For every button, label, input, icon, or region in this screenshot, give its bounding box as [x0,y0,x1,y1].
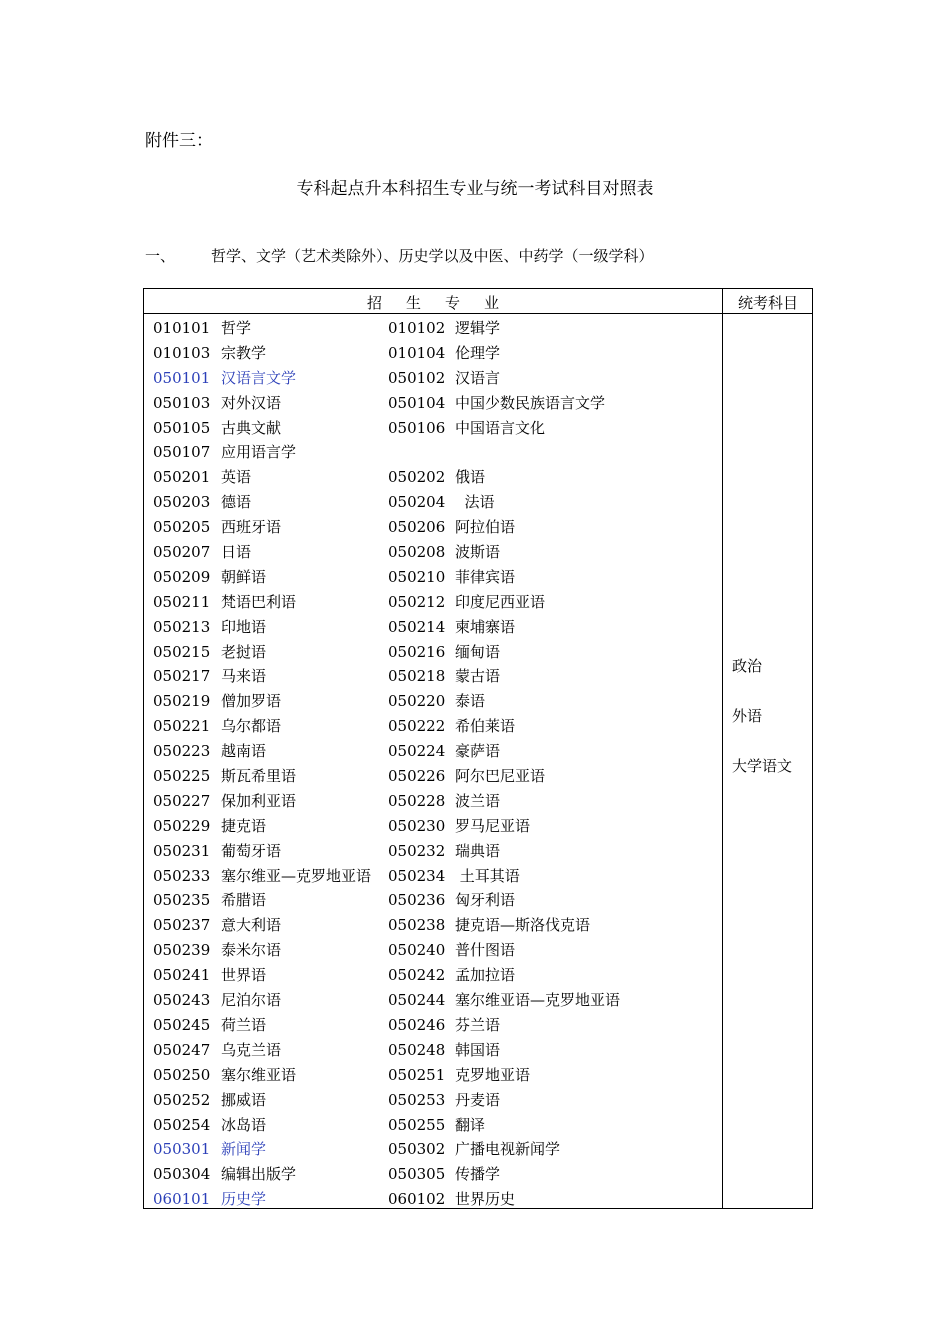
table-row [144,540,722,565]
major-code: 050221 [153,717,211,736]
major-name: 朝鲜语 [221,567,267,586]
table-row [144,963,722,988]
major-code: 050232 [388,841,446,860]
major-code: 050242 [388,966,446,985]
major-code: 050224 [388,742,446,761]
major-name: 塞尔维亚语 [221,1065,297,1084]
major-code: 050222 [388,717,446,736]
major-name: 蒙古语 [455,667,501,686]
table-row [144,440,722,465]
section-text: 哲学、文学（艺术类除外）、历史学以及中医、中药学（一级学科） [211,247,654,265]
major-name: 菲律宾语 [455,567,516,586]
major-code: 010102 [388,319,446,337]
major-code: 060102 [388,1190,446,1209]
major-name: 新闻学 [221,1140,267,1159]
major-name: 法语 [455,493,495,512]
major-name: 捷克语—斯洛伐克语 [455,916,591,935]
major-exam-table [143,288,813,1209]
major-name: 俄语 [455,468,486,487]
table-row [144,590,722,615]
major-name: 斯瓦希里语 [221,767,297,786]
table-row [144,814,722,839]
table-row [144,341,722,366]
column-divider [722,289,723,1208]
major-code: 050225 [153,767,211,786]
major-code: 050246 [388,1015,446,1034]
major-code: 050240 [388,941,446,960]
major-name: 土耳其语 [455,866,520,885]
major-name: 编辑出版学 [221,1165,297,1184]
major-name: 波斯语 [455,543,501,562]
major-code: 050213 [153,617,211,636]
major-code: 050248 [388,1040,446,1059]
major-code: 050103 [153,393,211,412]
major-name: 乌克兰语 [221,1040,282,1059]
major-code: 050239 [153,941,211,960]
major-code: 050210 [388,567,446,586]
exam-subject: 外语 [732,707,763,725]
major-name: 韩国语 [455,1040,501,1059]
major-name: 宗教学 [221,343,267,362]
major-name: 希腊语 [221,891,267,910]
major-code: 050304 [153,1165,211,1184]
table-row [144,316,722,341]
document-title: 专科起点升本科招生专业与统一考试科目对照表 [296,179,654,199]
major-code: 050227 [153,791,211,810]
exam-subject: 大学语文 [732,757,793,775]
major-name: 英语 [221,468,252,487]
major-code: 050102 [388,368,446,387]
major-name: 尼泊尔语 [221,991,282,1010]
major-name: 乌尔都语 [221,717,282,736]
major-code: 050104 [388,393,446,412]
major-name: 波兰语 [455,791,501,810]
major-code: 050106 [388,418,446,437]
table-row [144,1137,722,1162]
header-divider [144,313,812,314]
attachment-label: 附件三： [145,131,213,151]
table-row [144,615,722,640]
major-code: 050101 [153,368,211,387]
major-code: 050212 [388,592,446,611]
major-name: 泰米尔语 [221,941,282,960]
table-row [144,739,722,764]
table-row [144,490,722,515]
major-code: 050219 [153,692,211,711]
table-row [144,664,722,689]
table-row [144,1187,722,1212]
major-code: 050252 [153,1090,211,1109]
table-row [144,1113,722,1138]
major-name: 西班牙语 [221,518,282,537]
major-name: 葡萄牙语 [221,841,282,860]
table-row [144,1013,722,1038]
major-code: 050107 [153,443,211,462]
table-row [144,1088,722,1113]
major-name: 普什图语 [455,941,516,960]
major-name: 克罗地亚语 [455,1065,531,1084]
table-row [144,1038,722,1063]
major-name: 阿拉伯语 [455,518,516,537]
major-code: 050208 [388,543,446,562]
major-name: 对外汉语 [221,393,282,412]
major-code: 050228 [388,791,446,810]
table-row [144,366,722,391]
header-major [144,292,722,313]
major-name: 逻辑学 [455,319,501,337]
major-code: 050215 [153,642,211,661]
major-name: 匈牙利语 [455,891,516,910]
major-code: 050254 [153,1115,211,1134]
major-code: 050255 [388,1115,446,1134]
major-name: 僧加罗语 [221,692,282,711]
major-name: 老挝语 [221,642,267,661]
major-code: 050305 [388,1165,446,1184]
table-row [144,1063,722,1088]
header-exam-subjects: 统考科目 [737,294,798,312]
major-name: 翻译 [455,1115,486,1134]
major-code: 050230 [388,816,446,835]
major-code: 050201 [153,468,211,487]
major-name: 梵语巴利语 [221,592,297,611]
major-name: 泰语 [455,692,486,711]
major-code: 050237 [153,916,211,935]
table-row [144,988,722,1013]
exam-subject: 政治 [732,657,763,675]
major-name: 荷兰语 [221,1015,267,1034]
major-name: 世界语 [221,966,267,985]
major-name: 希伯莱语 [455,717,516,736]
major-code: 050211 [153,592,211,611]
table-row [144,938,722,963]
major-name: 印地语 [221,617,267,636]
major-name: 冰岛语 [221,1115,267,1134]
table-row [144,864,722,889]
major-name: 中国少数民族语言文学 [455,393,606,412]
table-row [144,789,722,814]
major-name: 丹麦语 [455,1090,501,1109]
major-code: 050206 [388,518,446,537]
major-code: 050223 [153,742,211,761]
table-row [144,391,722,416]
major-name: 中国语言文化 [455,418,546,437]
major-code: 010103 [153,343,211,362]
major-name: 马来语 [221,667,267,686]
major-code: 050105 [153,418,211,437]
major-code: 050217 [153,667,211,686]
major-name: 广播电视新闻学 [455,1140,561,1159]
table-body [144,316,722,1212]
table-row [144,640,722,665]
section-number: 一、 [145,247,176,265]
major-code: 050251 [388,1065,446,1084]
table-row [144,714,722,739]
header-major-char: 专 [445,294,461,312]
major-name: 塞尔维亚语—克罗地亚语 [455,991,621,1010]
major-code: 050301 [153,1140,211,1159]
major-code: 050204 [388,493,446,512]
major-code: 050238 [388,916,446,935]
major-name: 日语 [221,543,252,562]
major-code: 010104 [388,343,446,362]
major-name: 越南语 [221,742,267,761]
major-code: 050250 [153,1065,211,1084]
table-row [144,465,722,490]
major-code: 050226 [388,767,446,786]
major-name: 保加利亚语 [221,791,297,810]
major-name: 瑞典语 [455,841,501,860]
major-name: 伦理学 [455,343,501,362]
table-row [144,565,722,590]
major-name: 豪萨语 [455,742,501,761]
major-name: 孟加拉语 [455,966,516,985]
section-heading [145,245,654,266]
major-code: 050241 [153,966,211,985]
major-name: 世界历史 [455,1190,516,1209]
major-name: 汉语言文学 [221,368,297,387]
header-major-char: 业 [484,294,500,312]
major-code: 050236 [388,891,446,910]
major-name: 挪威语 [221,1090,267,1109]
major-code: 050234 [388,866,446,885]
major-name: 汉语言 [455,368,501,387]
major-code: 050245 [153,1015,211,1034]
header-major-char: 生 [405,294,421,312]
major-code: 050209 [153,567,211,586]
major-name: 历史学 [221,1190,267,1209]
table-row [144,416,722,441]
major-name: 古典文献 [221,418,282,437]
major-code: 050235 [153,891,211,910]
major-name: 印度尼西亚语 [455,592,546,611]
major-code: 050220 [388,692,446,711]
major-code: 050207 [153,543,211,562]
major-code: 050214 [388,617,446,636]
major-code: 050243 [153,991,211,1010]
table-row [144,515,722,540]
major-name: 柬埔寨语 [455,617,516,636]
major-code: 050229 [153,816,211,835]
major-name: 芬兰语 [455,1015,501,1034]
major-code: 050244 [388,991,446,1010]
major-name: 应用语言学 [221,443,297,462]
major-name: 缅甸语 [455,642,501,661]
major-name: 德语 [221,493,252,512]
table-row [144,839,722,864]
major-name: 传播学 [455,1165,501,1184]
major-name: 塞尔维亚—克罗地亚语 [221,866,372,885]
table-row [144,764,722,789]
major-code: 050253 [388,1090,446,1109]
major-code: 050218 [388,667,446,686]
major-code: 050205 [153,518,211,537]
major-name: 哲学 [221,319,252,337]
table-row [144,888,722,913]
major-name: 意大利语 [221,916,282,935]
major-code: 050203 [153,493,211,512]
table-row [144,913,722,938]
major-code: 050202 [388,468,446,487]
major-name: 阿尔巴尼亚语 [455,767,546,786]
major-code: 060101 [153,1190,211,1209]
major-code: 050231 [153,841,211,860]
major-name: 罗马尼亚语 [455,816,531,835]
major-code: 050216 [388,642,446,661]
table-row [144,689,722,714]
major-code: 050302 [388,1140,446,1159]
table-row [144,1162,722,1187]
major-code: 050233 [153,866,211,885]
major-code: 010101 [153,319,211,337]
header-major-char: 招 [366,294,382,312]
major-code: 050247 [153,1040,211,1059]
major-name: 捷克语 [221,816,267,835]
